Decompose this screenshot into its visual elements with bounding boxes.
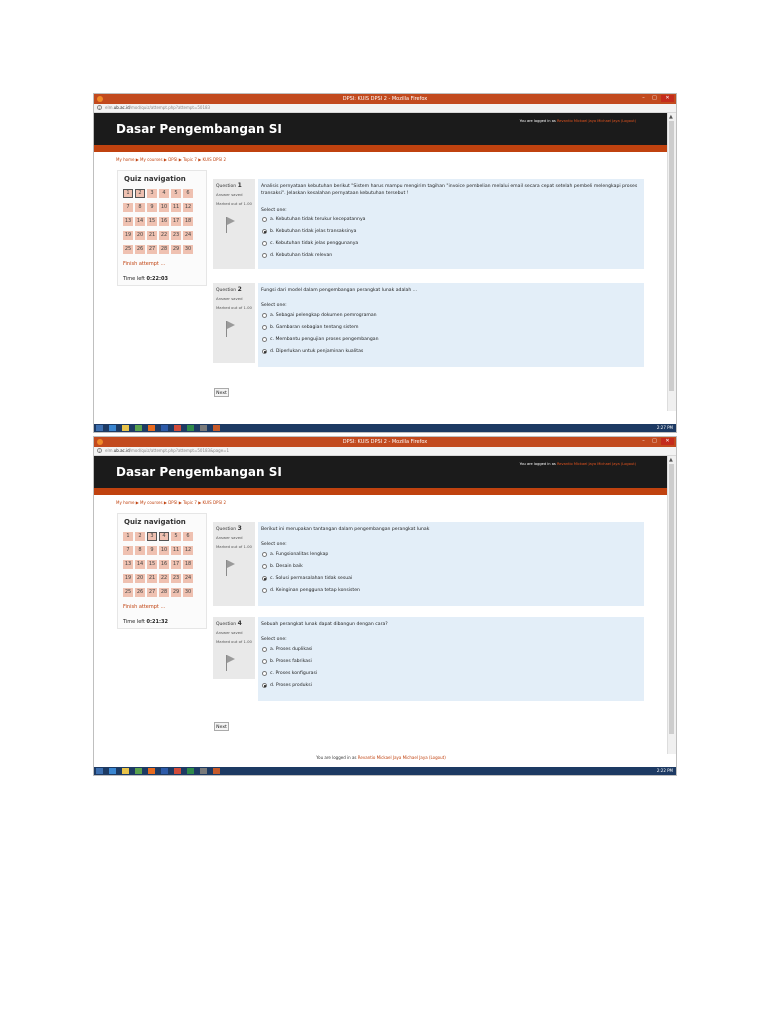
quiz-nav-button[interactable]: 6 — [183, 189, 193, 198]
app-icon[interactable] — [200, 768, 207, 774]
screenshot-2 — [93, 436, 677, 776]
quiz-nav-button[interactable]: 22 — [160, 575, 168, 581]
quiz-nav-button[interactable]: 19 — [124, 575, 132, 581]
question-number: Question 4 — [216, 620, 242, 627]
ie-icon[interactable] — [109, 425, 116, 431]
quiz-nav-button[interactable]: 5 — [171, 189, 181, 198]
url-path: /mod/quiz/attempt.php?attempt=50183&page=1 — [129, 448, 230, 453]
site-name[interactable]: Dasar Pengembangan SI — [116, 465, 282, 479]
answer-option[interactable]: d. Kebutuhan tidak relevan — [262, 253, 332, 258]
user-link[interactable]: Revantio Mickael Jaya Michael Jaya — [556, 119, 620, 123]
answer-option[interactable]: c. Membantu pengujian proses pengembangan — [262, 337, 379, 342]
time-left-value: 0:22:03 — [146, 276, 168, 282]
quiz-nav-button[interactable]: 30 — [184, 589, 192, 595]
chrome-icon[interactable] — [174, 425, 181, 431]
quiz-nav-button[interactable]: 15 — [148, 218, 156, 224]
radio-button[interactable] — [262, 564, 267, 569]
url-domain: ub.ac.id — [113, 105, 130, 110]
question-content — [258, 283, 644, 367]
scroll-thumb[interactable] — [669, 464, 674, 734]
quiz-nav-button[interactable]: 3 — [147, 189, 157, 198]
question-mark: Marked out of 1.00 — [216, 201, 252, 206]
radio-button[interactable] — [262, 588, 267, 593]
media-icon[interactable] — [135, 425, 142, 431]
answer-option[interactable]: a. Sebagai pelengkap dokumen pemrograman — [262, 313, 377, 318]
quiz-nav-button[interactable]: 25 — [124, 589, 132, 595]
page-scrollbar[interactable] — [667, 456, 676, 754]
quiz-nav-button[interactable]: 21 — [148, 232, 156, 238]
question-mark: Marked out of 1.00 — [216, 305, 252, 310]
quiz-nav-button[interactable]: 13 — [124, 218, 132, 224]
select-one-label: Select one: — [261, 208, 287, 213]
radio-button[interactable] — [262, 253, 267, 258]
address-bar[interactable] — [94, 104, 676, 113]
time-left: Time left 0:21:32 — [123, 619, 168, 625]
header-stripe — [94, 145, 670, 152]
time-left-value: 0:21:32 — [146, 619, 168, 625]
quiz-nav-button[interactable]: 4 — [159, 532, 169, 541]
question-info — [213, 179, 255, 269]
question-number: Question 3 — [216, 525, 242, 532]
start-icon[interactable] — [96, 425, 103, 431]
select-one-label: Select one: — [261, 637, 287, 642]
radio-button[interactable] — [262, 349, 267, 354]
answer-option[interactable]: d. Diperlukan untuk penjaminan kualitas — [262, 349, 363, 354]
footer-user-link[interactable]: Revantio Mickael Jaya Michael Jaya — [357, 755, 428, 760]
quiz-nav-button[interactable]: 9 — [147, 203, 157, 212]
answer-option[interactable]: c. Proses konfigurasi — [262, 671, 317, 676]
minimize-icon[interactable]: – — [642, 438, 645, 444]
window-titlebar — [94, 94, 676, 104]
quiz-nav-button[interactable]: 6 — [183, 532, 193, 541]
radio-button[interactable] — [262, 337, 267, 342]
question-mark: Marked out of 1.00 — [216, 639, 252, 644]
quiz-nav-button[interactable]: 16 — [160, 561, 168, 567]
answer-option[interactable]: b. Desain baik — [262, 564, 303, 569]
quiz-nav-button[interactable]: 12 — [184, 547, 192, 553]
word-icon[interactable] — [161, 425, 168, 431]
question-status: Answer saved — [216, 535, 243, 540]
answer-option[interactable]: b. Gambaran sebagian tentang sistem — [262, 325, 358, 330]
quiz-nav-button[interactable]: 18 — [184, 561, 192, 567]
close-icon[interactable]: ✕ — [661, 95, 674, 102]
quiz-nav-button[interactable]: 2 — [135, 189, 145, 198]
radio-button[interactable] — [262, 217, 267, 222]
ppt-icon[interactable] — [213, 425, 220, 431]
quiz-nav-button[interactable]: 8 — [135, 203, 145, 212]
page-scrollbar[interactable] — [667, 113, 676, 411]
question-content — [258, 179, 644, 269]
chrome-icon[interactable] — [174, 768, 181, 774]
quiz-nav-button[interactable]: 14 — [136, 561, 144, 567]
excel-icon[interactable] — [187, 768, 194, 774]
answer-option[interactable]: c. Kebutuhan tidak jelas penggunanya — [262, 241, 358, 246]
window-title: DPSI: KUIS DPSI 2 - Mozilla Firefox — [342, 96, 428, 102]
answer-option[interactable]: c. Solusi permasalahan tidak sesuai — [262, 576, 352, 581]
quiz-nav-button[interactable]: 17 — [172, 218, 180, 224]
quiz-nav-button[interactable]: 11 — [172, 547, 180, 553]
ppt-icon[interactable] — [213, 768, 220, 774]
radio-button[interactable] — [262, 683, 267, 688]
question-text: Fungsi dari model dalam pengembangan perangkat lunak adalah ... — [261, 288, 418, 293]
footer-logout-link[interactable]: (Logout) — [428, 755, 446, 760]
maximize-icon[interactable]: □ — [652, 95, 657, 101]
start-icon[interactable] — [96, 768, 103, 774]
quiz-nav-button[interactable]: 19 — [124, 232, 132, 238]
maximize-icon[interactable]: □ — [652, 438, 657, 444]
quiz-navigation-block — [117, 513, 207, 629]
quiz-nav-button[interactable]: 10 — [160, 547, 168, 553]
quiz-nav-grid — [123, 532, 193, 597]
window-title: DPSI: KUIS DPSI 2 - Mozilla Firefox — [342, 439, 428, 445]
answer-option[interactable]: a. Fungsionalitas lengkap — [262, 552, 328, 557]
flag-question-icon[interactable] — [225, 321, 235, 337]
quiz-nav-button[interactable]: 20 — [136, 232, 144, 238]
finish-attempt-link[interactable]: Finish attempt ... — [123, 261, 166, 267]
explorer-icon[interactable] — [122, 425, 129, 431]
select-one-label: Select one: — [261, 303, 287, 308]
question-content — [258, 617, 644, 701]
ie-icon[interactable] — [109, 768, 116, 774]
word-icon[interactable] — [161, 768, 168, 774]
quiz-navigation-title: Quiz navigation — [124, 175, 186, 183]
quiz-nav-button[interactable]: 11 — [172, 204, 180, 210]
quiz-navigation-block — [117, 170, 207, 286]
quiz-nav-grid — [123, 189, 193, 254]
radio-button[interactable] — [262, 671, 267, 676]
select-one-label: Select one: — [261, 542, 287, 547]
window-titlebar — [94, 437, 676, 447]
time-left: Time left 0:22:03 — [123, 276, 168, 282]
logout-link[interactable]: (Logout) — [620, 462, 636, 466]
header-stripe — [94, 488, 670, 495]
scroll-thumb[interactable] — [669, 121, 674, 391]
question-text: Sebuah perangkat lunak dapat dibangun dengan cara? — [261, 622, 388, 627]
quiz-nav-button[interactable]: 16 — [160, 218, 168, 224]
quiz-nav-button[interactable]: 23 — [172, 232, 180, 238]
finish-attempt-link[interactable]: Finish attempt ... — [123, 604, 166, 610]
quiz-nav-button[interactable]: 22 — [160, 232, 168, 238]
scroll-up-icon[interactable]: ▲ — [669, 114, 673, 120]
explorer-icon[interactable] — [122, 768, 129, 774]
radio-button[interactable] — [262, 325, 267, 330]
answer-option[interactable]: a. Kebutuhan tidak terukur kecepatannya — [262, 217, 366, 222]
question-info — [213, 522, 255, 606]
quiz-nav-button[interactable]: 9 — [147, 546, 157, 555]
media-icon[interactable] — [135, 768, 142, 774]
site-name[interactable]: Dasar Pengembangan SI — [116, 122, 282, 136]
breadcrumb[interactable]: My home ▶ My courses ▶ DPSI ▶ Topic 7 ▶ KUIS DPSI 2 — [116, 500, 226, 505]
app-icon[interactable] — [200, 425, 207, 431]
page-footer: You are logged in as Revantio Mickael Jaya Michael Jaya (Logout) — [316, 755, 446, 760]
next-button[interactable]: Next — [214, 722, 229, 731]
answer-option[interactable]: d. Proses produksi — [262, 683, 312, 688]
url-prefix: elm. — [105, 448, 114, 453]
quiz-nav-button[interactable]: 3 — [147, 532, 157, 541]
minimize-icon[interactable]: – — [642, 95, 645, 101]
question-status: Answer saved — [216, 630, 243, 635]
quiz-nav-button[interactable]: 28 — [160, 589, 168, 595]
login-info: You are logged in as Revantio Mickael Jaya Michael Jaya (Logout) — [519, 119, 636, 123]
url-prefix: elm. — [105, 105, 114, 110]
quiz-nav-button[interactable]: 21 — [148, 575, 156, 581]
radio-button[interactable] — [262, 647, 267, 652]
scroll-up-icon[interactable]: ▲ — [669, 457, 673, 463]
quiz-nav-button[interactable]: 17 — [172, 561, 180, 567]
logout-link[interactable]: (Logout) — [620, 119, 636, 123]
clock: 2:22 PM — [656, 768, 673, 773]
clock: 2:27 PM — [656, 425, 673, 430]
quiz-nav-button[interactable]: 5 — [171, 532, 181, 541]
radio-button[interactable] — [262, 313, 267, 318]
quiz-nav-button[interactable]: 15 — [148, 561, 156, 567]
answer-option[interactable]: b. Proses fabrikasi — [262, 659, 312, 664]
quiz-nav-button[interactable]: 18 — [184, 218, 192, 224]
answer-option[interactable]: a. Proses duplikasi — [262, 647, 312, 652]
quiz-nav-button[interactable]: 24 — [184, 232, 192, 238]
radio-button[interactable] — [262, 576, 267, 581]
quiz-nav-button[interactable]: 25 — [124, 246, 132, 252]
close-icon[interactable]: ✕ — [661, 438, 674, 445]
firefox-taskbar-icon[interactable] — [148, 425, 155, 431]
flag-question-icon[interactable] — [225, 655, 235, 671]
question-status: Answer saved — [216, 192, 243, 197]
quiz-nav-button[interactable]: 13 — [124, 561, 132, 567]
radio-button[interactable] — [262, 552, 267, 557]
quiz-nav-button[interactable]: 1 — [123, 189, 133, 198]
site-header — [94, 113, 670, 145]
question-info — [213, 283, 255, 363]
quiz-nav-button[interactable]: 1 — [123, 532, 133, 541]
answer-option[interactable]: d. Keinginan pengguna tetap konsisten — [262, 588, 360, 593]
screenshot-1 — [93, 93, 677, 433]
url-path: /mod/quiz/attempt.php?attempt=50183 — [129, 105, 211, 110]
quiz-nav-button[interactable]: 12 — [184, 204, 192, 210]
radio-button[interactable] — [262, 229, 267, 234]
question-text: Analisis pernyataan kebutuhan berikut "Sistem harus mampu mengirim tagihan "invoice pembelian melalui email secara cepat setelah pembeli melengkapi proses transaksi". Jelaskan kesalahan pernyataan kebutuhan tersebut ! — [261, 184, 638, 196]
quiz-nav-button[interactable]: 14 — [136, 218, 144, 224]
quiz-nav-button[interactable]: 2 — [135, 532, 145, 541]
quiz-nav-button[interactable]: 27 — [148, 246, 156, 252]
question-number: Question 1 — [216, 182, 242, 189]
question-text: Berikut ini merupakan tantangan dalam pengembangan perangkat lunak — [261, 527, 430, 532]
flag-question-icon[interactable] — [225, 560, 235, 576]
quiz-nav-button[interactable]: 24 — [184, 575, 192, 581]
breadcrumb[interactable]: My home ▶ My courses ▶ DPSI ▶ Topic 7 ▶ KUIS DPSI 2 — [116, 157, 226, 162]
quiz-nav-button[interactable]: 7 — [123, 546, 133, 555]
info-icon[interactable]: i — [98, 106, 101, 111]
question-info — [213, 617, 255, 679]
quiz-nav-button[interactable]: 27 — [148, 589, 156, 595]
quiz-nav-button[interactable]: 30 — [184, 246, 192, 252]
quiz-nav-button[interactable]: 8 — [135, 546, 145, 555]
quiz-nav-button[interactable]: 4 — [159, 189, 169, 198]
user-link[interactable]: Revantio Mickael Jaya Michael Jaya — [556, 462, 620, 466]
next-button[interactable]: Next — [214, 388, 229, 397]
excel-icon[interactable] — [187, 425, 194, 431]
quiz-navigation-title: Quiz navigation — [124, 518, 186, 526]
question-mark: Marked out of 1.00 — [216, 544, 252, 549]
info-icon[interactable]: i — [98, 449, 101, 454]
login-info: You are logged in as Revantio Mickael Jaya Michael Jaya (Logout) — [519, 462, 636, 466]
question-status: Answer saved — [216, 296, 243, 301]
url-domain: ub.ac.id — [113, 448, 130, 453]
quiz-nav-button[interactable]: 28 — [160, 246, 168, 252]
address-bar[interactable] — [94, 447, 676, 456]
taskbar — [94, 424, 676, 432]
radio-button[interactable] — [262, 659, 267, 664]
quiz-nav-button[interactable]: 7 — [123, 203, 133, 212]
quiz-nav-button[interactable]: 26 — [136, 589, 144, 595]
quiz-nav-button[interactable]: 10 — [160, 204, 168, 210]
quiz-nav-button[interactable]: 26 — [136, 246, 144, 252]
site-header — [94, 456, 670, 488]
flag-question-icon[interactable] — [225, 217, 235, 233]
taskbar — [94, 767, 676, 775]
answer-option[interactable]: b. Kebutuhan tidak jelas transaksinya — [262, 229, 356, 234]
quiz-nav-button[interactable]: 29 — [172, 246, 180, 252]
quiz-nav-button[interactable]: 23 — [172, 575, 180, 581]
quiz-nav-button[interactable]: 29 — [172, 589, 180, 595]
question-content — [258, 522, 644, 606]
firefox-taskbar-icon[interactable] — [148, 768, 155, 774]
question-number: Question 2 — [216, 286, 242, 293]
radio-button[interactable] — [262, 241, 267, 246]
quiz-nav-button[interactable]: 20 — [136, 575, 144, 581]
